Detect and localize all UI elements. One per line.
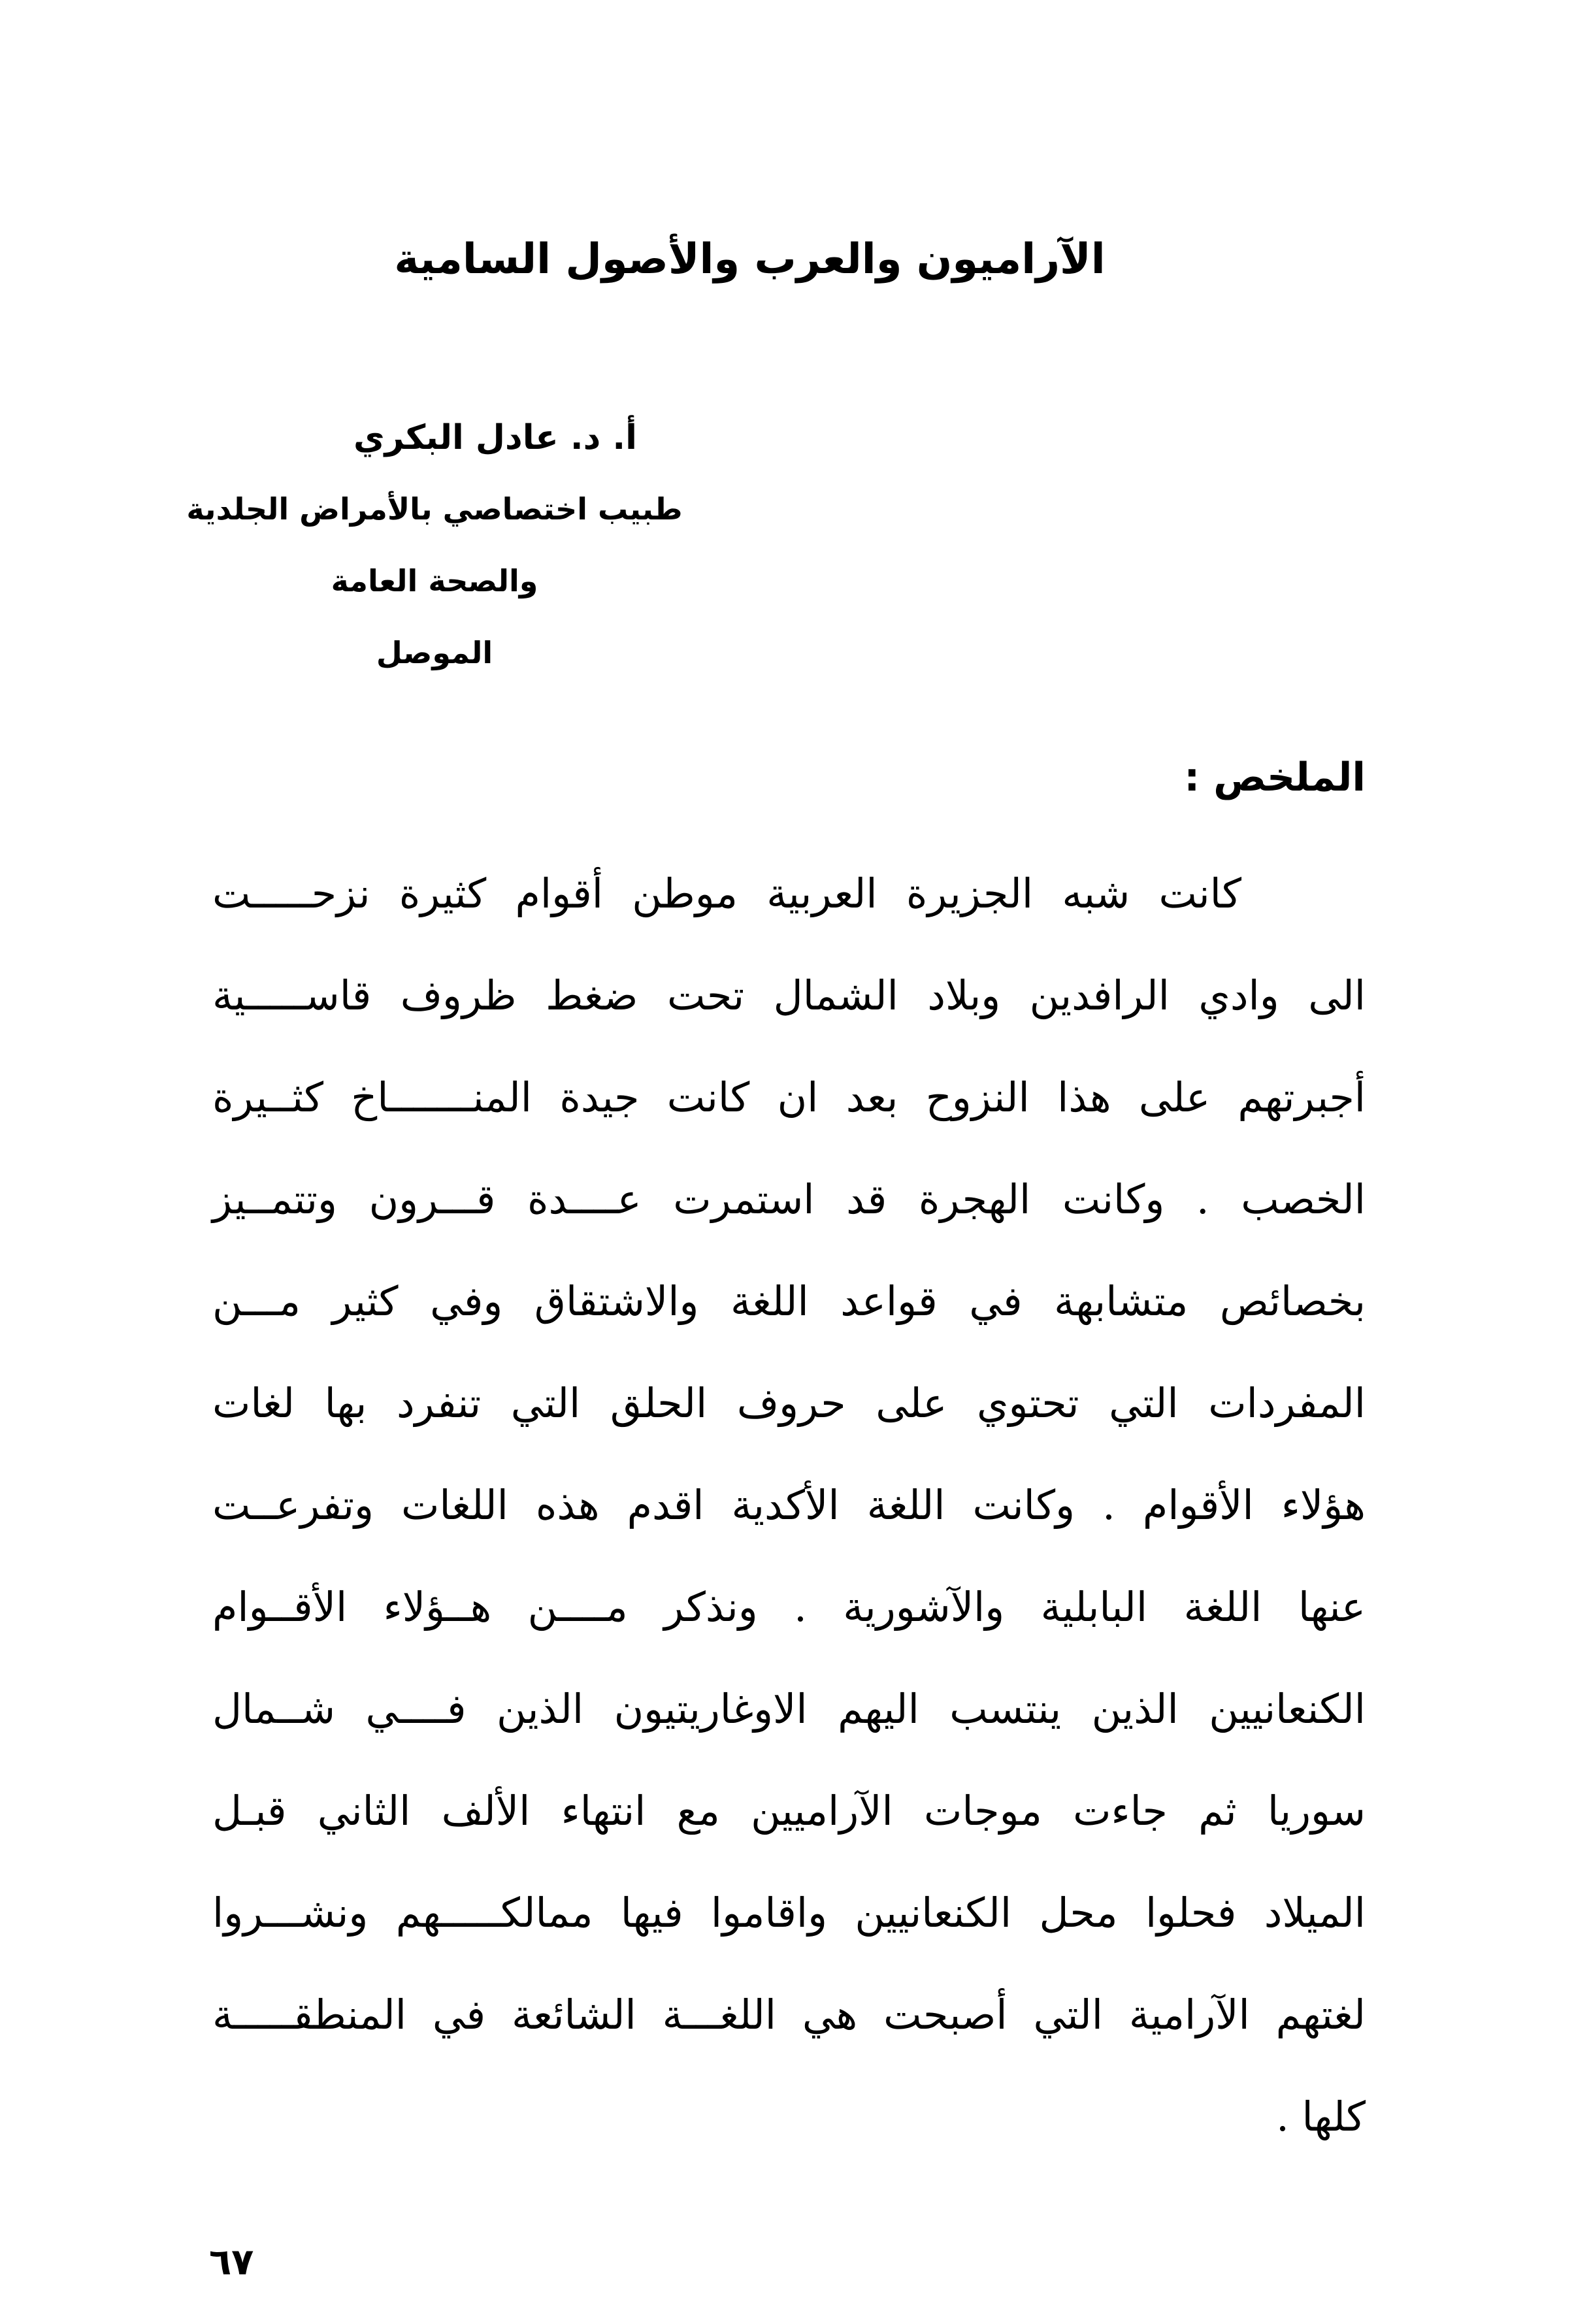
abstract-line: عنها اللغة البابلية والآشورية . ونذكر مــــن هــؤلاء الأقــوام [212, 1583, 1366, 1631]
abstract-line: المفردات التي تحتوي على حروف الحلق التي تنفرد بها لغات [212, 1379, 1366, 1427]
abstract-heading: الملخص : [1184, 755, 1366, 800]
page-title: الآراميون والعرب والأصول السامية [394, 235, 1106, 284]
author-affiliation-2: والصحة العامة [331, 563, 538, 598]
abstract-line: سوريا ثم جاءت موجات الآراميين مع انتهاء الألف الثاني قبـل [212, 1787, 1366, 1835]
author-block [140, 418, 729, 705]
abstract-line: لغتهم الآرامية التي أصبحت هي اللغـــة الشائعة في المنطقـــــة [212, 1991, 1366, 2038]
abstract-line: هؤلاء الأقوام . وكانت اللغة الأكدية اقدم هذه اللغات وتفرعــت [212, 1481, 1366, 1529]
abstract-line: الكنعانيين الذين ينتسب اليهم الاوغاريتيون الذين فــــي شــمال [212, 1685, 1366, 1733]
abstract-line: أجبرتهم على هذا النزوح بعد ان كانت جيدة المنـــــــاخ كثــيرة [212, 1073, 1366, 1121]
abstract-line: الميلاد فحلوا محل الكنعانيين واقاموا فيها ممالكـــــهم ونشـــروا [212, 1889, 1366, 1937]
abstract-line: الخصب . وكانت الهجرة قد استمرت عــــدة قـــرون وتتمــيز [212, 1175, 1366, 1223]
abstract-line: كلها . [1276, 2093, 1366, 2140]
page-number: ٦٧ [209, 2241, 254, 2283]
author-location: الموصل [376, 634, 493, 670]
author-name: أ. د. عادل البكري [353, 418, 637, 457]
abstract-line: الى وادي الرافدين وبلاد الشمال تحت ضغط ظروف قاســـــية [212, 972, 1366, 1019]
author-affiliation-1: طبيب اختصاصي بالأمراض الجلدية [186, 491, 683, 527]
abstract-body [212, 843, 1366, 2168]
abstract-line: كانت شبه الجزيرة العربية موطن أقوام كثيرة نزحـــــت [212, 870, 1241, 917]
abstract-line: بخصائص متشابهة في قواعد اللغة والاشتقاق وفي كثير مـــن [212, 1277, 1366, 1325]
